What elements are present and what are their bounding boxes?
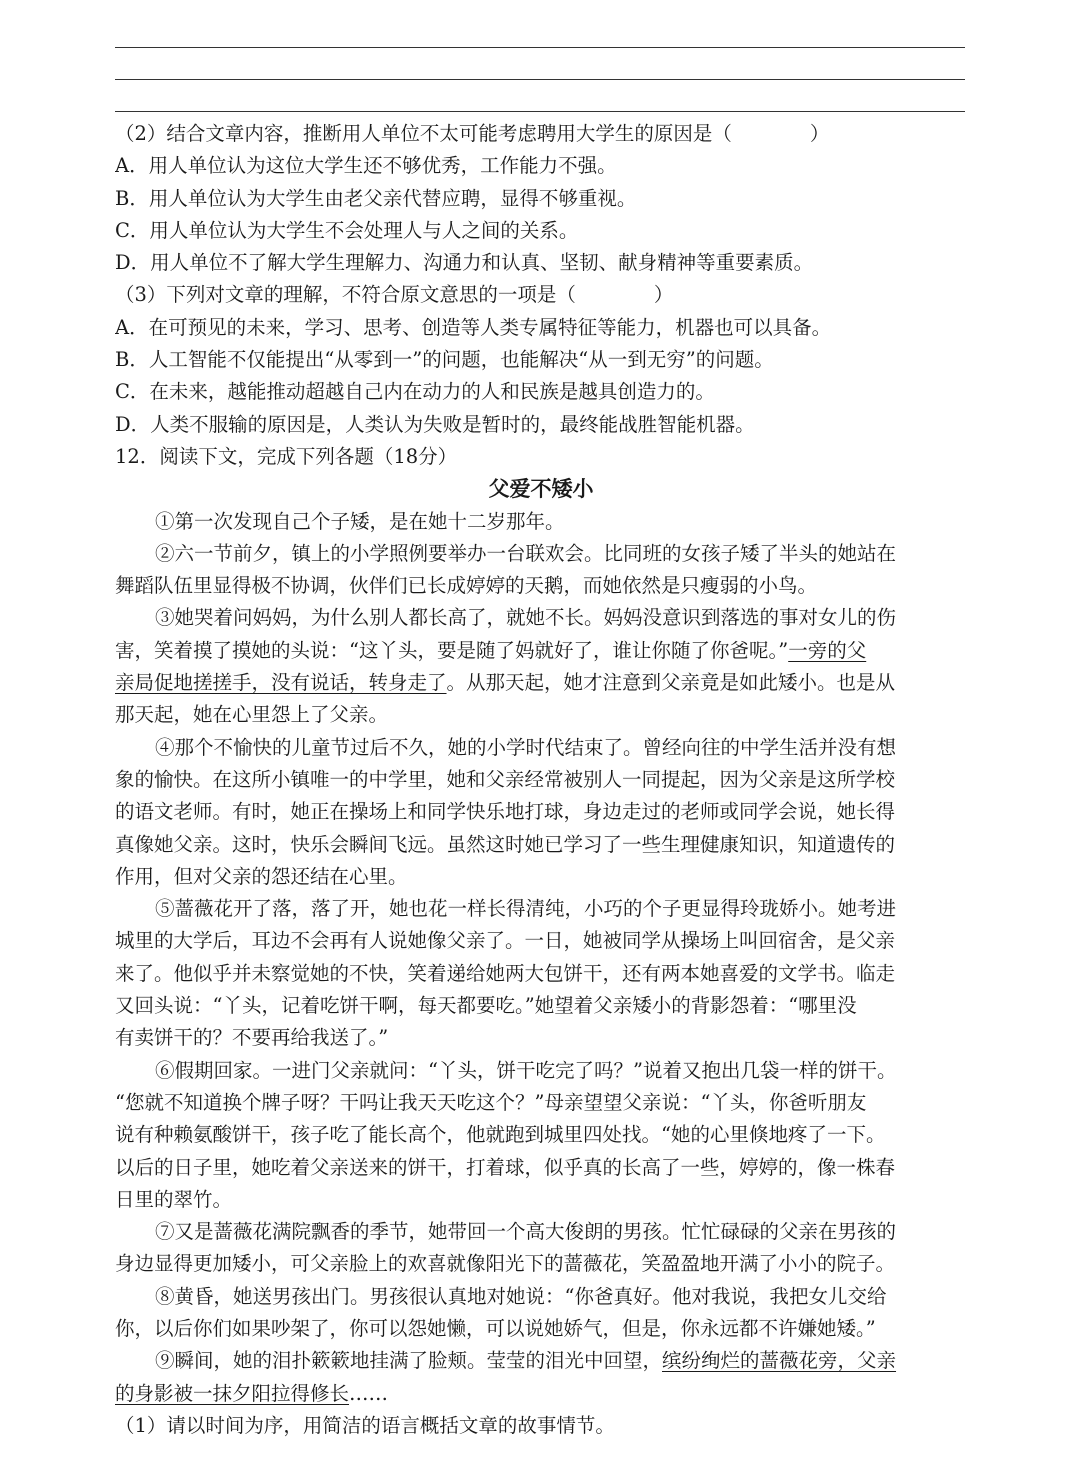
question-3-option-d[interactable]: D．人类不服输的原因是，人类认为失败是暂时的，最终能战胜智能机器。 [115, 412, 755, 436]
paragraph-6-line: 说有种赖氨酸饼干，孩子吃了能长高个，他就跑到城里四处找。“她的心里倏地疼了一下。 [115, 1123, 886, 1147]
paragraph-5-line: ⑤蔷薇花开了落，落了开，她也花一样长得清纯，小巧的个子更显得玲珑娇小。她考进 [155, 897, 897, 921]
paragraph-9-line [115, 1345, 967, 1377]
paragraph-7-line: ⑦又是蔷薇花满院飘香的季节，她带回一个高大俊朗的男孩。忙忙碌碌的父亲在男孩的 [155, 1220, 897, 1244]
question-12-heading: 12．阅读下文，完成下列各题（18分） [115, 444, 458, 468]
paragraph-8-line: ⑧黄昏，她送男孩出门。男孩很认真地对她说：“你爸真好。他对我说，我把女儿交给 [155, 1284, 887, 1308]
question-2-option-b[interactable]: B．用人单位认为大学生由老父亲代替应聘，显得不够重视。 [115, 186, 637, 210]
question-3-option-c[interactable]: C．在未来，越能推动超越自己内在动力的人和民族是越具创造力的。 [115, 380, 715, 404]
paragraph-3-text: 害，笑着摸了摸她的头说：“这丫头，要是随了妈就好了，谁让你随了你爸呢。” [115, 638, 789, 662]
paragraph-3-line: ③她哭着问妈妈，为什么别人都长高了，就她不长。妈妈没意识到落选的事对女儿的伤 [155, 606, 897, 630]
underlined-sentence: 缤纷绚烂的蔷薇花旁，父亲 [662, 1349, 897, 1373]
exam-content [115, 118, 967, 1442]
answer-line [115, 79, 965, 80]
paragraph-6-line: ⑥假期回家。一进门父亲就问：“丫头，饼干吃完了吗？”说着又抱出几袋一样的饼干。 [155, 1058, 897, 1082]
paragraph-2-line: 舞蹈队伍里显得极不协调，伙伴们已长成婷婷的天鹅，而她依然是只瘦弱的小鸟。 [115, 574, 818, 598]
paragraph-9-line [115, 1378, 967, 1410]
paragraph-5-line: 来了。他似乎并未察觉她的不快，笑着递给她两大包饼干，还有两本她喜爱的文学书。临走 [115, 961, 896, 985]
paragraph-6-line: “您就不知道换个牌子呀？干吗让我天天吃这个？”母亲望望父亲说：“丫头，你爸听朋友 [115, 1090, 867, 1114]
paragraph-4-line: 象的愉快。在这所小镇唯一的中学里，她和父亲经常被别人一同提起，因为父亲是这所学校 [115, 767, 896, 791]
answer-line [115, 111, 965, 112]
paragraph-4-line: 真像她父亲。这时，快乐会瞬间飞远。虽然这时她已学习了一些生理健康知识，知道遗传的 [115, 832, 896, 856]
question-3-stem: （3）下列对文章的理解，不符合原文意思的一项是（ ） [115, 283, 674, 307]
underlined-sentence: 一旁的父 [788, 638, 867, 662]
paragraph-6-line: 日里的翠竹。 [115, 1187, 233, 1211]
passage-title: 父爱不矮小 [488, 476, 594, 502]
paragraph-7-line: 身边显得更加矮小，可父亲脸上的欢喜就像阳光下的蔷薇花，笑盈盈地开满了小小的院子。 [115, 1252, 896, 1276]
paragraph-4-line: 的语文老师。有时，她正在操场上和同学快乐地打球，身边走过的老师或同学会说，她长得 [115, 800, 896, 824]
paragraph-4-line: 作用，但对父亲的怨还结在心里。 [115, 864, 408, 888]
question-2-option-c[interactable]: C．用人单位认为大学生不会处理人与人之间的关系。 [115, 218, 579, 242]
paragraph-3-text: 。从那天起，她才注意到父亲竟是如此矮小。也是从 [446, 671, 896, 695]
paragraph-9-text: ⑨瞬间，她的泪扑簌簌地挂满了脸颊。莹莹的泪光中回望， [155, 1349, 663, 1373]
paragraph-3-line: 那天起，她在心里怨上了父亲。 [115, 703, 389, 727]
paragraph-5-line: 又回头说：“丫头，记着吃饼干啊，每天都要吃。”她望着父亲矮小的背影怨着：“哪里没 [115, 994, 857, 1018]
paragraph-3-line [115, 667, 967, 699]
sub-question-1: （1）请以时间为序，用简洁的语言概括文章的故事情节。 [115, 1413, 615, 1437]
paragraph-4-line: ④那个不愉快的儿童节过后不久，她的小学时代结束了。曾经向往的中学生活并没有想 [155, 735, 897, 759]
answer-line [115, 47, 965, 48]
paragraph-1: ①第一次发现自己个子矮，是在她十二岁那年。 [155, 509, 565, 533]
paragraph-5-line: 有卖饼干的？不要再给我送了。” [115, 1026, 389, 1050]
question-2-stem: （2）结合文章内容，推断用人单位不太可能考虑聘用大学生的原因是（ ） [115, 122, 830, 145]
question-3-option-a[interactable]: A．在可预见的未来，学习、思考、创造等人类专属特征等能力，机器也可以具备。 [115, 315, 832, 339]
paragraph-9-text: …… [349, 1381, 389, 1405]
question-2-option-d[interactable]: D．用人单位不了解大学生理解力、沟通力和认真、坚韧、献身精神等重要素质。 [115, 251, 814, 275]
paragraph-2-line: ②六一节前夕，镇上的小学照例要举办一台联欢会。比同班的女孩子矮了半头的她站在 [155, 541, 897, 565]
paragraph-6-line: 以后的日子里，她吃着父亲送来的饼干，打着球，似乎真的长高了一些，婷婷的，像一株春 [115, 1155, 896, 1179]
paragraph-5-line: 城里的大学后，耳边不会再有人说她像父亲了。一日，她被同学从操场上叫回宿舍，是父亲 [115, 929, 896, 953]
underlined-sentence: 的身影被一抹夕阳拉得修长 [115, 1381, 350, 1405]
question-3-option-b[interactable]: B．人工智能不仅能提出“从零到一”的问题，也能解决“从一到无穷”的问题。 [115, 348, 774, 372]
paragraph-3-line [115, 635, 967, 667]
underlined-sentence: 亲局促地搓搓手，没有说话，转身走了 [115, 671, 447, 695]
paragraph-8-line: 你，以后你们如果吵架了，你可以怨她懒，可以说她娇气，但是，你永远都不许嫌她矮。” [115, 1316, 876, 1340]
question-2-option-a[interactable]: A．用人单位认为这位大学生还不够优秀，工作能力不强。 [115, 154, 617, 178]
